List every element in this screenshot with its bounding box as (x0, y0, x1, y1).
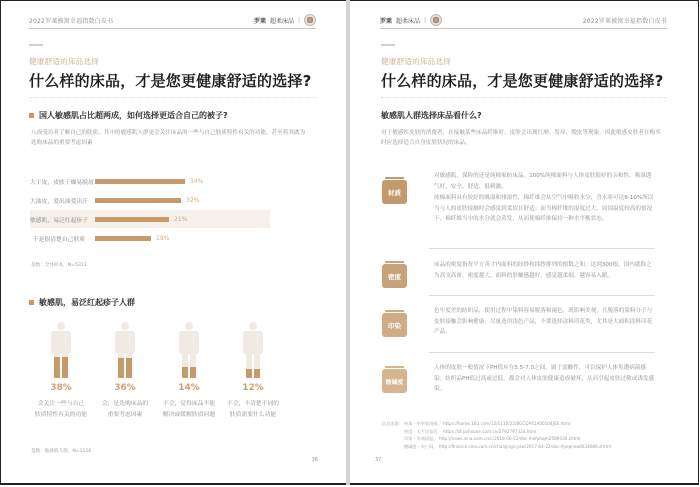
item-divider (429, 352, 655, 353)
bar-value: 34% (190, 177, 204, 185)
material-badge-icon: 材质 (382, 177, 407, 204)
page-headline: 什么样的床品，才是您更健康舒适的选择? (381, 72, 664, 90)
pictogram-source-note: 基数：敏感肌人群，N=1116 (31, 449, 92, 454)
bar (95, 179, 185, 184)
bar-value: 21% (174, 215, 188, 223)
person-stat (226, 322, 280, 421)
reference-link[interactable]: https://home.163.com/12/1115/22/8GCQP41A00104JSE.html (443, 421, 571, 426)
person-icon (49, 322, 73, 378)
item-divider (429, 248, 655, 249)
bar (95, 198, 181, 203)
page-number: 36 (311, 457, 318, 463)
brand-name: 罗莱 (253, 17, 266, 25)
page-36 (2, 0, 346, 485)
section-title-sensitive-group: 敏感肌，易泛红起疹子人群 (29, 297, 135, 308)
person-icon (177, 322, 201, 378)
square-bullet-icon (29, 300, 34, 305)
brand-sub: 超柔床品 (396, 17, 421, 25)
person-icon (113, 322, 137, 378)
bar-row (30, 172, 270, 190)
section-title-what-to-look-for: 敏感肌人群选择床品看什么? (381, 111, 482, 120)
factor-text: 色牢度差的纺织品，使用过程中染料容易脱落和褪色，既影响美观，且脱落的染料分子与皮肤接触会影响健康，尽量选用浅色产品，不要选择涂料印花类，尤其是大面积涂料印花产品。 (434, 308, 653, 335)
person-stat (101, 322, 149, 421)
square-bullet-icon (29, 113, 34, 118)
dotted-divider (29, 97, 316, 98)
person-description: 不会，不清楚不同的 肤质需要什么功能 (226, 401, 280, 418)
bar (95, 236, 151, 241)
bar-row (30, 191, 270, 209)
person-description: 会，是选购床品的 重要考虑因素 (101, 401, 149, 418)
brand-mark (380, 14, 442, 26)
person-percent: 36% (114, 383, 136, 393)
bar-value: 32% (186, 196, 200, 204)
reference-link[interactable]: http://news.sina.com.cn/c/2018-06-22/doc-ihefphqm2586030.shtml (438, 436, 581, 441)
page-headline: 什么样的床品，才是您更健康舒适的选择? (29, 72, 312, 90)
reference-link[interactable]: http://finance.sina.com.cn/chanjing/cyxw/2017-04-22/doc-ifyepnea6634086.shtml (438, 443, 611, 449)
references: 信息来源：材质 - 中华家纺网， https://home.163.com/12/1115/22/8GCQP41A00104JSE.html 密度 - 太平洋家居， https://zt.pchouse.com.cn/2792797324.html 印染 - 华商晨报， http://news.sina.com.cn/c/2018-06-22/doc-ihefphqm2586030.shtml 酸碱度 - 央广网， http://finance.sina.com.cn/chanjing/cyxw/2017-04-22/doc-ifyepnea6634086.shtml (382, 421, 611, 449)
ph-badge-icon: 酸碱度 (382, 366, 407, 393)
brand-separator: | (424, 16, 427, 24)
person-percent: 38% (50, 383, 72, 393)
brand-separator: | (297, 16, 300, 24)
person-description: 不会，觉得床品不能 解决或缓解肤质问题 (162, 401, 216, 418)
bar (95, 217, 169, 222)
chart-source-note: 基数：全体样本，N=5313 (31, 263, 87, 268)
report-title: 2022罗莱被窝幸福指数白皮书 (29, 18, 114, 25)
brand-logo-icon (304, 14, 316, 26)
density-badge-icon: 密度 (382, 261, 407, 288)
brand-mark (254, 14, 316, 26)
bar-label: 大油皮，爱出油爱出汗 (30, 198, 88, 205)
factor-text: 人体的皮肤一般情况下PH值应在5.5-7.0之间，属于弱酸性，可以保护人体免遭病菌感染。纺织品PH值过高或过低，都会对人体皮肤健康造成破坏，从而引起皮肤过敏或诱发感染。 (434, 365, 655, 392)
bar-label: 不是很清楚自己肤质 (32, 236, 85, 243)
person-stat (34, 322, 88, 421)
bar-label: 敏感肌，易泛红起疹子 (30, 217, 88, 224)
brand-name: 罗莱 (380, 17, 393, 25)
section-paragraph: 八成受访者了解自己的肤质，其中的敏感肌人群更会关注床品的一些与自己肤质特性有关的功能，甚至将其做为选购床品的重要考虑因素 (31, 130, 306, 146)
section-kicker: 健康舒适的床品选择 (381, 57, 452, 66)
person-percent: 14% (178, 383, 200, 393)
page-header (380, 13, 667, 29)
reference-link[interactable]: https://zt.pchouse.com.cn/2792797324.html (443, 428, 537, 434)
item-divider (429, 295, 655, 296)
person-description: 会关注一些与自己 肤质特性有关的功能 (34, 401, 88, 418)
factor-text: 床品的密度指每平方英寸内面料的经纱和纬纱排列的根数之和，达到300根，国内就称之为高支高密。密度越大，面料的肤触感越好，感觉越柔细，越容易入眠。 (434, 262, 652, 279)
section-title-sensitive-skin: 国人敏感肌占比超两成，如何选择更适合自己的被子? (29, 110, 228, 121)
brand-sub: 超柔床品 (269, 17, 294, 25)
accent-dash (381, 44, 395, 46)
intro-paragraph: 对于敏感性皮肤的消费者，在接触某些床品纤维时，皮肤会出现红肿、发痒、脱皮等现象，因此敏感皮肤者在购买时应选择适合自身皮肤状况的床品。 (381, 130, 661, 146)
page-header (29, 13, 316, 29)
bar-value: 19% (156, 234, 170, 242)
person-percent: 12% (242, 383, 264, 393)
person-icon (241, 322, 265, 378)
bar-row (30, 229, 270, 247)
report-title: 2022罗莱被窝幸福指数白皮书 (582, 18, 667, 25)
person-stat (162, 322, 216, 421)
bar-label: 大干皮，皮肤干燥易脱屑 (30, 179, 94, 186)
accent-dash (29, 44, 43, 46)
factor-text: 对敏感肌，保险的还是纯棉家纺床品。100%纯棉面料与人体皮肤很好的亲和性、吸湿透气好、安全、舒适、低刺激。 纯棉面料具有较好的吸湿和排湿性，棉纤维会从空气中吸收水分，含水率可达8-10%所以当与人的皮肤接触时会感觉到柔软且舒适；而当棉纤维的湿度过大、周围温度较高的情况下，棉纤维当中的水分就会蒸发，从而使棉纤维保持一种水平衡状态。 (434, 173, 654, 222)
dotted-divider (381, 97, 667, 98)
page-number: 37 (375, 457, 382, 463)
dyeing-badge-icon: 印染 (382, 310, 407, 337)
page-37 (350, 0, 697, 485)
brand-logo-icon (430, 14, 442, 26)
bar-row-highlighted (30, 210, 270, 228)
section-kicker: 健康舒适的床品选择 (29, 57, 100, 66)
